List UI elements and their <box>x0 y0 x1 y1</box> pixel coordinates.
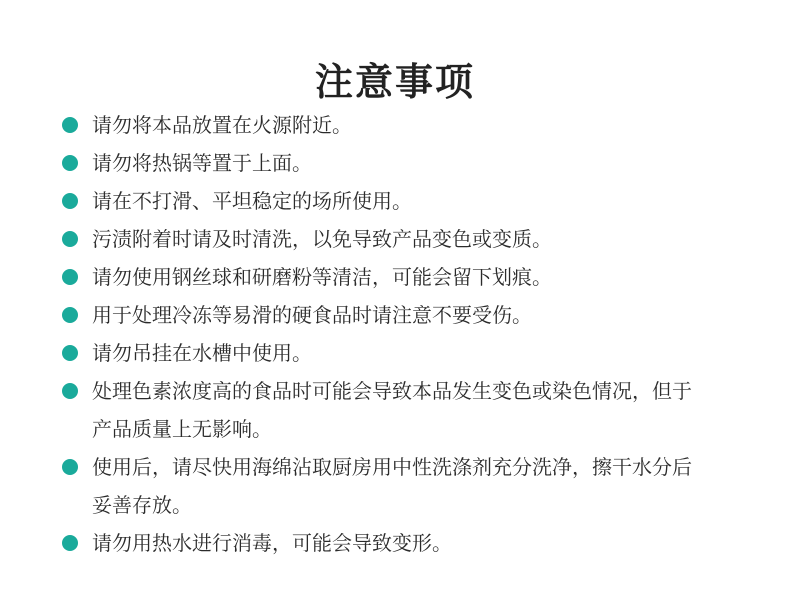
note-line: 产品质量上无影响。 <box>92 417 272 441</box>
notes-list <box>60 106 760 562</box>
note-text <box>92 182 760 220</box>
note-text <box>92 220 760 258</box>
note-text <box>92 106 760 144</box>
list-item <box>60 524 760 562</box>
list-item <box>60 296 760 334</box>
bullet-dot-icon <box>62 269 78 285</box>
bullet-dot-icon <box>62 231 78 247</box>
note-text <box>92 144 760 182</box>
note-text <box>92 372 760 448</box>
note-line: 请勿吊挂在水槽中使用。 <box>92 341 312 365</box>
list-item <box>60 144 760 182</box>
note-line: 请在不打滑、平坦稳定的场所使用。 <box>92 189 412 213</box>
note-line: 用于处理冷冻等易滑的硬食品时请注意不要受伤。 <box>92 303 532 327</box>
note-line: 使用后，请尽快用海绵沾取厨房用中性洗涤剂充分洗净，擦干水分后 <box>92 455 692 479</box>
bullet-dot-icon <box>62 193 78 209</box>
note-text <box>92 334 760 372</box>
bullet-dot-icon <box>62 117 78 133</box>
note-line: 请勿将本品放置在火源附近。 <box>92 113 352 137</box>
list-item <box>60 448 760 524</box>
list-item <box>60 334 760 372</box>
note-line: 请勿用热水进行消毒，可能会导致变形。 <box>92 531 452 555</box>
note-line: 处理色素浓度高的食品时可能会导致本品发生变色或染色情况，但于 <box>92 379 692 403</box>
list-item <box>60 106 760 144</box>
note-text <box>92 296 760 334</box>
note-line: 污渍附着时请及时清洗，以免导致产品变色或变质。 <box>92 227 552 251</box>
note-line: 请勿将热锅等置于上面。 <box>92 151 312 175</box>
bullet-dot-icon <box>62 307 78 323</box>
list-item <box>60 220 760 258</box>
note-line: 请勿使用钢丝球和研磨粉等清洁，可能会留下划痕。 <box>92 265 552 289</box>
bullet-dot-icon <box>62 383 78 399</box>
note-text <box>92 524 760 562</box>
list-item <box>60 182 760 220</box>
note-line: 妥善存放。 <box>92 493 192 517</box>
bullet-dot-icon <box>62 345 78 361</box>
bullet-dot-icon <box>62 155 78 171</box>
note-text <box>92 448 760 524</box>
list-item <box>60 372 760 448</box>
bullet-dot-icon <box>62 459 78 475</box>
bullet-dot-icon <box>62 535 78 551</box>
list-item <box>60 258 760 296</box>
page-title: 注意事项 <box>314 60 475 105</box>
note-text <box>92 258 760 296</box>
